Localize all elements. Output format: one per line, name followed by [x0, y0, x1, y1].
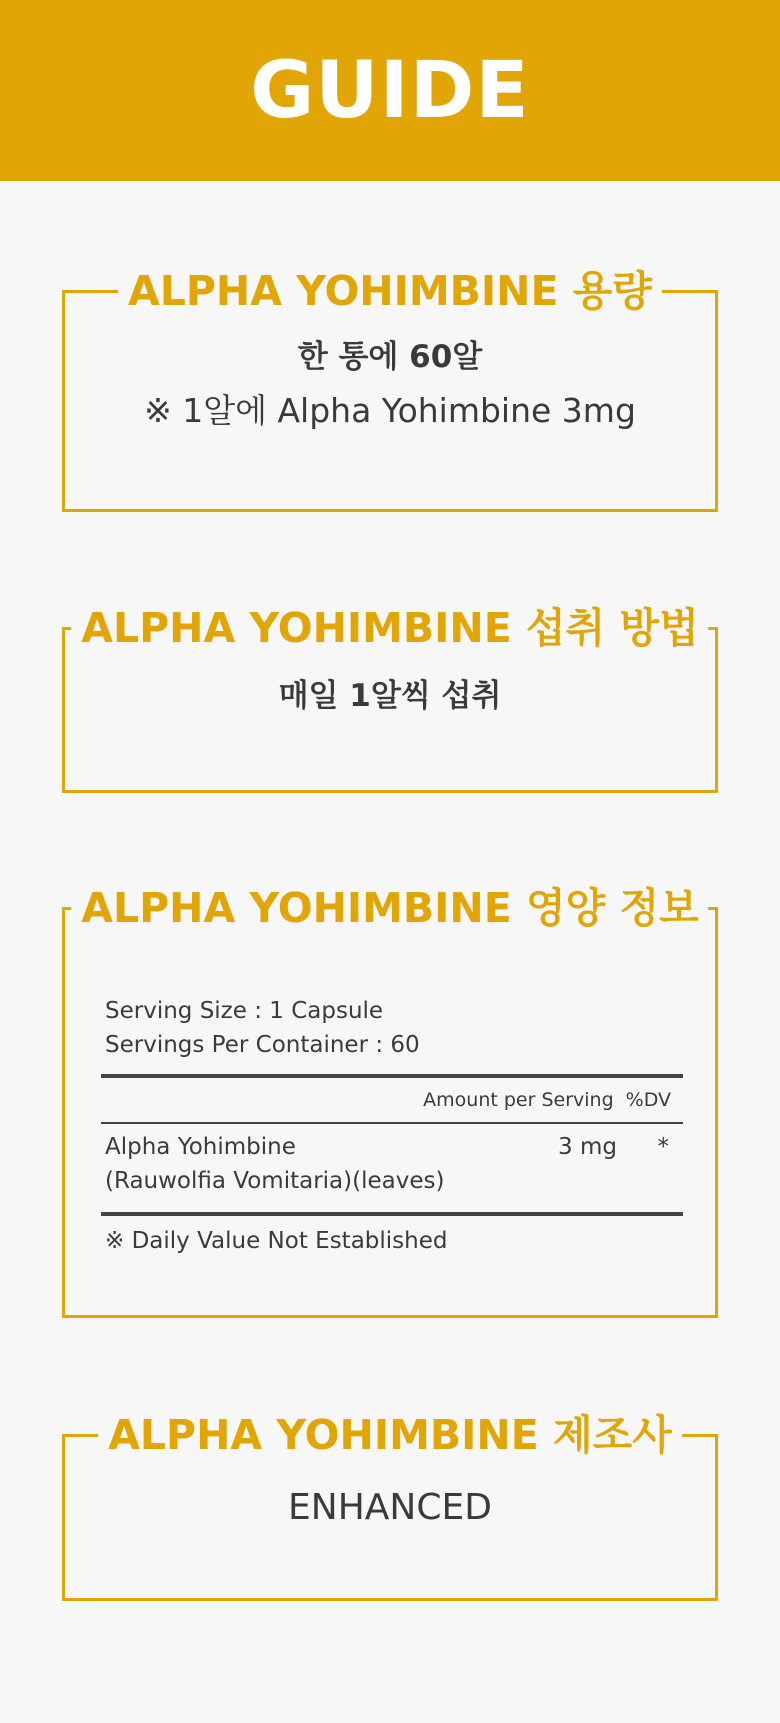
- page-title: GUIDE: [250, 45, 530, 136]
- intake-instruction: 매일 1알씩 섭취: [278, 678, 502, 714]
- nutrition-table: [101, 994, 683, 1258]
- manufacturer-box: [62, 1411, 718, 1601]
- ingredient-name: [105, 1130, 444, 1198]
- ingredient-name-line1: Alpha Yohimbine: [105, 1134, 296, 1160]
- manufacturer-name: ENHANCED: [288, 1487, 492, 1528]
- dosage-count: 한 통에 60알: [297, 339, 483, 375]
- intake-title: ALPHA YOHIMBINE 섭취 방법: [71, 597, 708, 659]
- nutrition-header-row: [101, 1078, 683, 1122]
- divider-thick-bottom: [101, 1212, 683, 1216]
- dosage-box: [62, 267, 718, 512]
- header-banner: [0, 0, 780, 181]
- servings-per-container: Servings Per Container : 60: [105, 1032, 420, 1058]
- ingredient-dv: *: [657, 1134, 669, 1160]
- ingredient-amount: 3 mg: [558, 1134, 617, 1160]
- serving-size: Serving Size : 1 Capsule: [105, 998, 384, 1024]
- intake-box: [62, 604, 718, 793]
- amount-per-serving-header: Amount per Serving: [423, 1089, 614, 1111]
- daily-value-note: ※ Daily Value Not Established: [105, 1228, 448, 1254]
- manufacturer-title: ALPHA YOHIMBINE 제조사: [98, 1404, 682, 1466]
- dosage-per-capsule: ※ 1알에 Alpha Yohimbine 3mg: [144, 391, 636, 430]
- dosage-title: ALPHA YOHIMBINE 용량: [118, 260, 662, 322]
- nutrition-box: [62, 884, 718, 1318]
- ingredient-name-line2: (Rauwolfia Vomitaria)(leaves): [105, 1168, 445, 1194]
- dv-header: %DV: [625, 1089, 671, 1111]
- table-row: [101, 1124, 683, 1212]
- nutrition-title: ALPHA YOHIMBINE 영양 정보: [71, 877, 708, 939]
